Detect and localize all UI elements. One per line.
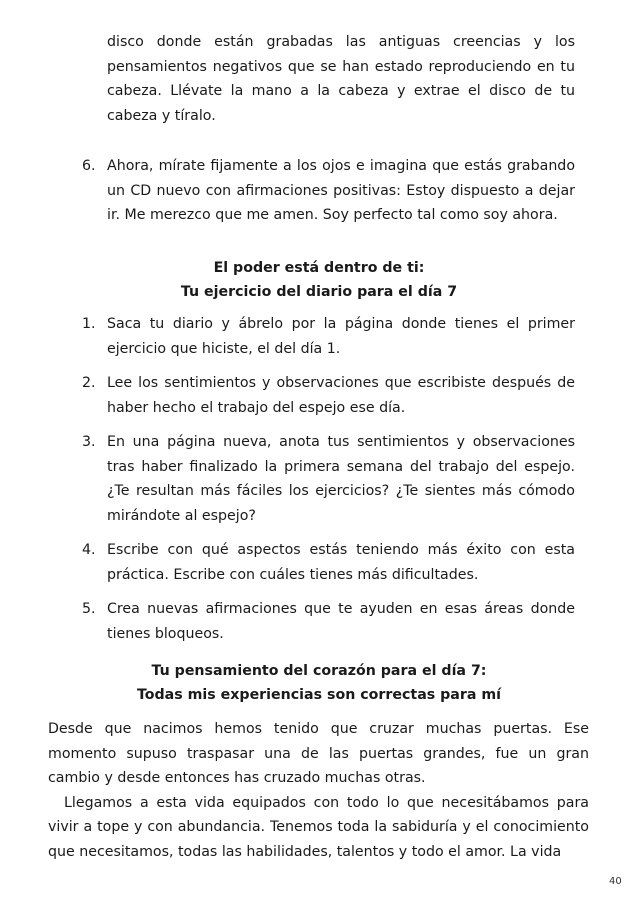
continuation-paragraph: disco donde están grabadas las antiguas creencias y los pensamientos negativos que se han estado reproduciendo en tu cabeza. Llévate la mano a la cabeza y extrae el disco de tu cabeza y tíralo.: [107, 34, 575, 124]
list-item-number: 4.: [82, 542, 96, 558]
list-item: [82, 430, 575, 528]
list-item-text: En una página nueva, anota tus sentimientos y observaciones tras haber finalizado la primera semana del trabajo del espejo. ¿Te resultan más fáciles los ejercicios? ¿Te sientes más cómodo mirándote al espejo?: [107, 434, 575, 524]
list-item-number: 1.: [82, 316, 96, 332]
body-paragraph: Llegamos a esta vida equipados con todo lo que necesitábamos para vivir a tope y con abundancia. Tenemos toda la sabiduría y el conocimiento que necesitamos, todas las habilidades, talentos y todo el amor. La vida: [48, 794, 589, 860]
body-text: [48, 717, 589, 864]
section-heading-journal: [0, 256, 638, 304]
section-heading-heart-thought: [0, 659, 638, 707]
list-item-text: Saca tu diario y ábrelo por la página donde tienes el primer ejercicio que hiciste, el del día 1.: [107, 316, 575, 357]
journal-exercise-list: [82, 312, 575, 656]
list-item: [82, 597, 575, 646]
list-item: [82, 154, 575, 228]
steps-list-continued: [82, 154, 575, 228]
page-number: 40: [609, 876, 622, 887]
section-heading-line: Tu pensamiento del corazón para el día 7:: [151, 663, 487, 679]
list-item-text: Escribe con qué aspectos estás teniendo más éxito con esta práctica. Escribe con cuáles tienes más dificultades.: [107, 542, 575, 583]
list-item-text: Lee los sentimientos y observaciones que escribiste después de haber hecho el trabajo del espejo ese día.: [107, 375, 575, 416]
list-item-text: Ahora, mírate fijamente a los ojos e imagina que estás grabando un CD nuevo con afirmaciones positivas: Estoy dispuesto a dejar ir. Me merezco que me amen. Soy perfecto tal como soy ahora.: [107, 158, 575, 223]
section-heading-line: Tu ejercicio del diario para el día 7: [180, 284, 458, 300]
list-item-number: 5.: [82, 601, 96, 617]
list-item: [82, 538, 575, 587]
list-item: [82, 371, 575, 420]
body-paragraph: Desde que nacimos hemos tenido que cruzar muchas puertas. Ese momento supuso traspasar una de las puertas grandes, fue un gran cambio y desde entonces has cruzado muchas otras.: [48, 721, 589, 786]
list-item: [82, 312, 575, 361]
list-item-number: 6.: [82, 158, 96, 174]
list-item-text: Crea nuevas afirmaciones que te ayuden en esas áreas donde tienes bloqueos.: [107, 601, 575, 642]
section-heading-line: El poder está dentro de ti:: [213, 260, 425, 276]
section-heading-line: Todas mis experiencias son correctas para mí: [136, 687, 502, 703]
list-item-number: 3.: [82, 434, 96, 450]
list-item-number: 2.: [82, 375, 96, 391]
